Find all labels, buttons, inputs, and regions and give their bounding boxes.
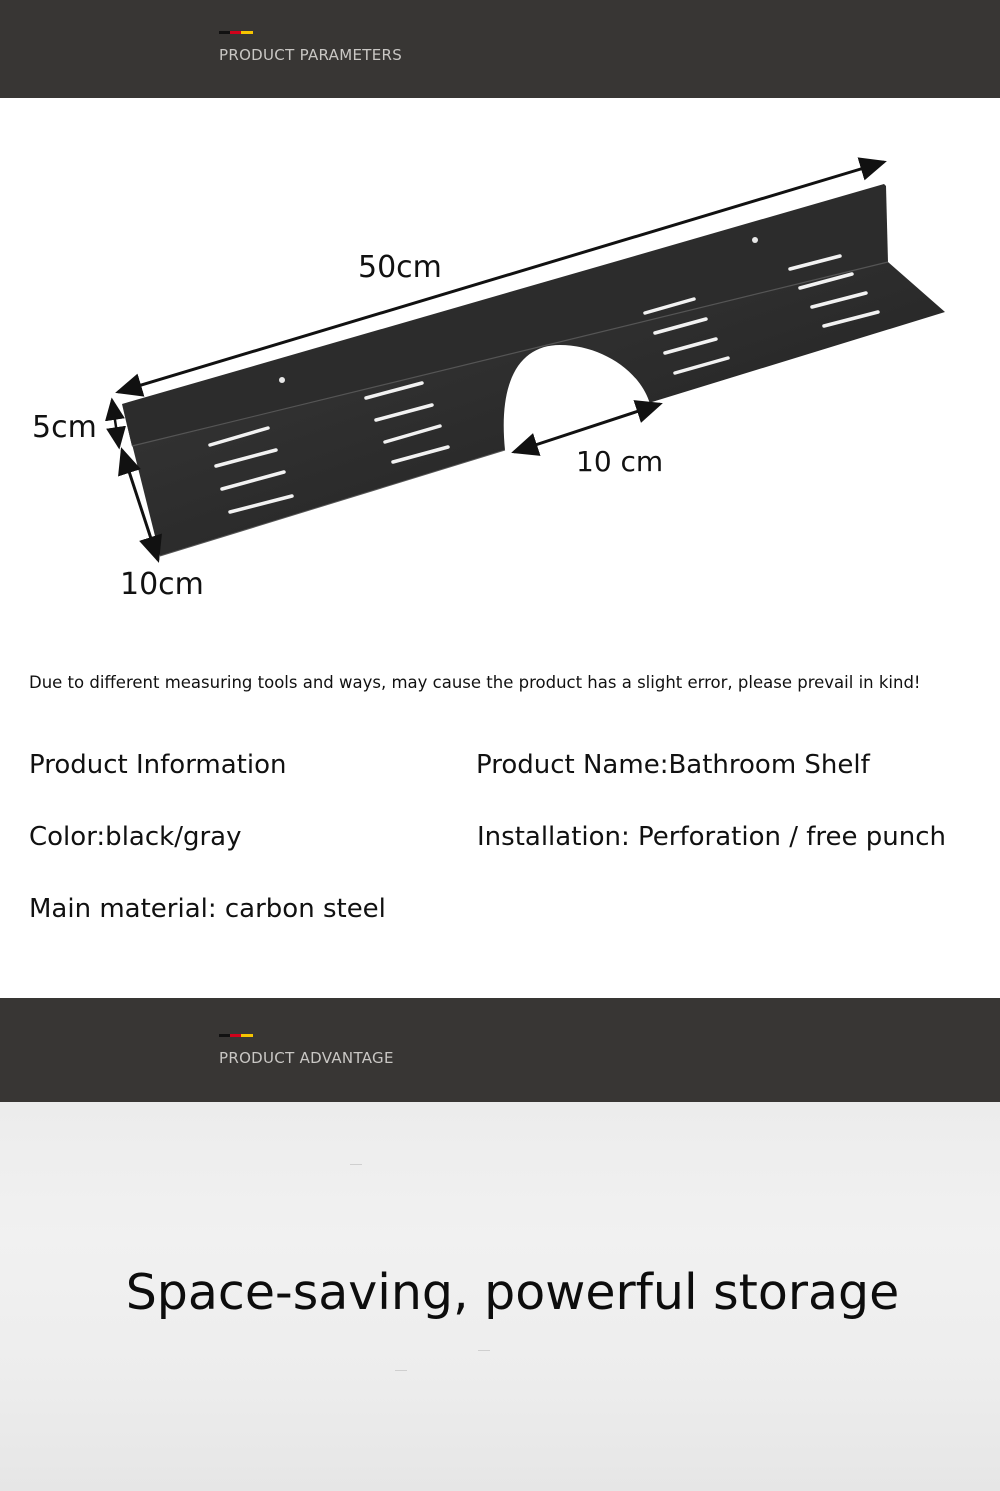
parameters-header-band xyxy=(0,0,1000,98)
product-color: Color:black/gray xyxy=(29,822,242,852)
shelf-dimension-diagram xyxy=(0,110,1000,630)
product-name: Product Name:Bathroom Shelf xyxy=(476,750,870,780)
length-label: 50cm xyxy=(358,250,442,285)
cutout-label: 10 cm xyxy=(576,445,664,478)
product-material: Main material: carbon steel xyxy=(29,894,386,924)
advantage-header-band xyxy=(0,998,1000,1102)
product-installation: Installation: Perforation / free punch xyxy=(477,822,947,852)
mount-hole-icon xyxy=(752,237,758,243)
depth-label: 10cm xyxy=(120,567,204,602)
product-info-heading: Product Information xyxy=(29,750,287,780)
measurement-note: Due to different measuring tools and ways, may cause the product has a slight error, please prevail in kind! xyxy=(29,673,921,692)
height-arrow xyxy=(112,400,119,447)
advantage-title: PRODUCT ADVANTAGE xyxy=(219,1049,394,1067)
advantage-slogan: Space-saving, powerful storage xyxy=(125,1264,900,1321)
mount-hole-icon xyxy=(279,377,285,383)
height-label: 5cm xyxy=(32,410,97,445)
flag-stripe-icon xyxy=(219,1034,253,1037)
parameters-title: PRODUCT PARAMETERS xyxy=(219,46,403,64)
flag-stripe-icon xyxy=(219,31,253,34)
advantage-hero xyxy=(0,1102,1000,1491)
